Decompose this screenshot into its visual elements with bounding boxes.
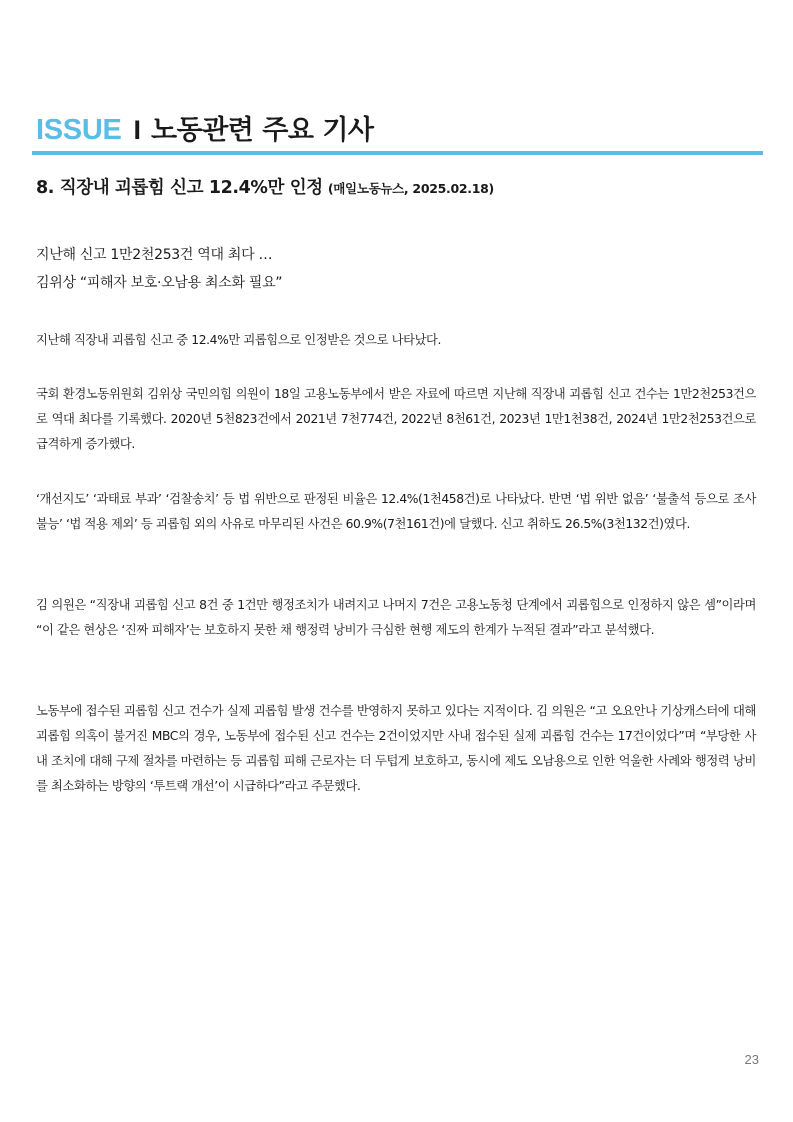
article-subheads bbox=[36, 241, 763, 297]
header-divider bbox=[32, 151, 763, 155]
article-heading bbox=[36, 174, 763, 199]
page-header bbox=[36, 108, 763, 148]
article-paragraph: 김 의원은 “직장내 괴롭힘 신고 8건 중 1건만 행정조치가 내려지고 나머지 7건은 고용노동청 단계에서 괴롭힘으로 인정하지 않은 셈”이라며 “이 같은 현상은 ‘진짜 피해자’는 보호하지 못한 채 행정력 낭비가 극심한 현행 제도의 한계가 누적된 결과”라고 분석했다. bbox=[36, 598, 756, 637]
issue-label: ISSUE bbox=[36, 114, 122, 146]
article-source: (매일노동뉴스, 2025.02.18) bbox=[327, 181, 494, 196]
article-paragraph: 국회 환경노동위원회 김위상 국민의힘 의원이 18일 고용노동부에서 받은 자료에 따르면 지난해 직장내 괴롭힘 신고 건수는 1만2천253건으로 역대 최다를 기록했다. 2020년 5천823건에서 2021년 7천774건, 2022년 8천61건, 2023년 1만1천38건, 2024년 1만2천253건으로 급격하게 증가했다. bbox=[36, 387, 756, 451]
article-subhead: 지난해 신고 1만2천253건 역대 최다 … bbox=[36, 247, 273, 263]
section-title: 노동관련 주요 기사 bbox=[151, 115, 374, 146]
article-paragraph: 노동부에 접수된 괴롭힘 신고 건수가 실제 괴롭힘 발생 건수를 반영하지 못하고 있다는 지적이다. 김 의원은 “고 오요안나 기상캐스터에 대해 괴롭힘 의혹이 불거진 MBC의 경우, 노동부에 접수된 신고 건수는 2건이었지만 사내 접수된 실제 괴롭힘 건수는 17건이었다”며 “부당한 사내 조치에 대해 구제 절차를 마련하는 등 괴롭힘 피해 근로자는 더 두텁게 보호하고, 동시에 제도 오남용으로 인한 억울한 사례와 행정력 낭비를 최소화하는 방향의 ‘투트랙 개선’이 시급하다”라고 주문했다. bbox=[36, 704, 756, 793]
page-number: 23 bbox=[744, 1052, 759, 1067]
article-paragraph: ‘개선지도’ ‘과태료 부과’ ‘검찰송치’ 등 법 위반으로 판정된 비율은 12.4%(1천458건)로 나타났다. 반면 ‘법 위반 없음’ ‘불출석 등으로 조사 불능’ ‘법 적용 제외’ 등 괴롭힘 외의 사유로 마무리된 사건은 60.9%(7천161건)에 달했다. 신고 취하도 26.5%(3천132건)였다. bbox=[36, 492, 756, 531]
article-subhead: 김위상 “피해자 보호·오남용 최소화 필요” bbox=[36, 275, 283, 291]
header-separator: I bbox=[133, 115, 142, 145]
article-title: 8. 직장내 괴롭힘 신고 12.4%만 인정 bbox=[36, 178, 323, 198]
article-paragraph: 지난해 직장내 괴롭힘 신고 중 12.4%만 괴롭힘으로 인정받은 것으로 나타났다. bbox=[36, 333, 442, 347]
